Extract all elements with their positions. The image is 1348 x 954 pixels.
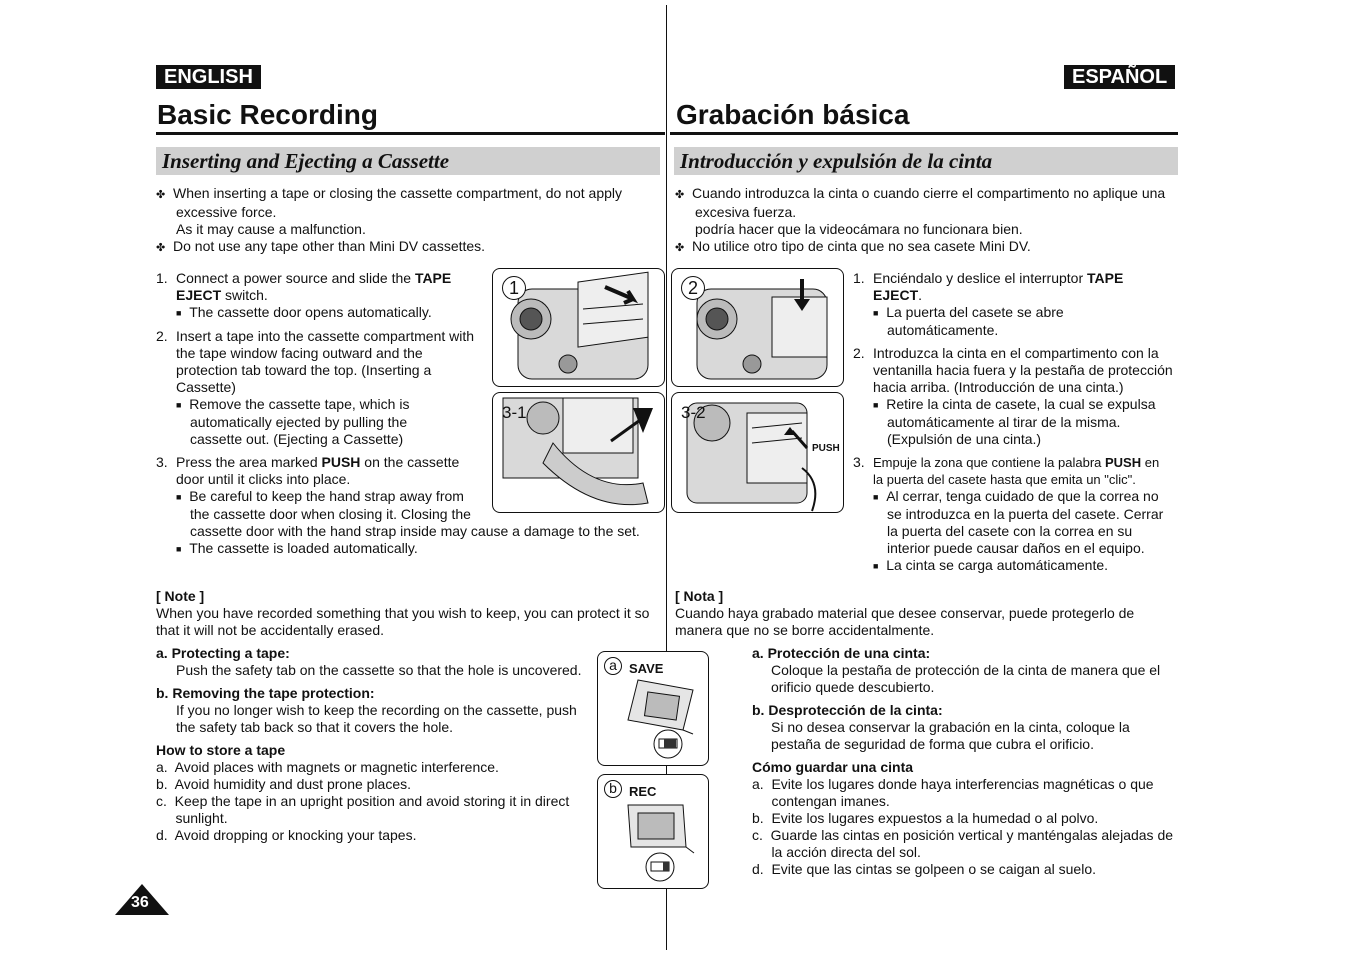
english-language-label: ENGLISH [156,65,261,89]
square-bullet-icon: ■ [873,308,879,318]
clover-bullet-icon: ✤ [675,242,685,254]
square-bullet-icon: ■ [176,308,182,318]
english-bullet-1: ✤ When inserting a tape or closing the cassette compartment, do not apply [156,185,623,201]
square-bullet-icon: ■ [873,492,879,502]
english-section-title: Inserting and Ejecting a Cassette [162,149,450,173]
english-step-3: 3. Press the area marked PUSH on the cassette door until it clicks into place. ■ Be careful to keep the hand strap away from the cassette door when closing it. Closing the cassette door with the hand strap inside may cause a damage to the set. ■ The cassette is loaded automatically. [156,454,640,556]
cassette-rec-illustration [598,775,708,888]
spanish-protect-a-title: a. Protección de una cinta: [752,645,931,661]
save-label: SAVE [629,661,664,676]
cassette-save-illustration [598,652,708,765]
figure-2-close-door [671,268,844,387]
spanish-protect-b-title: b. Desprotección de la cinta: [752,702,943,718]
square-bullet-icon: ■ [176,544,182,554]
english-section-bar [156,147,660,175]
page-number-badge [115,884,169,916]
english-bullet-2: ✤ Do not use any tape other than Mini DV cassettes. [156,238,486,254]
figure-number-3-1: 3-1 [502,403,527,422]
clover-bullet-icon: ✤ [156,189,166,201]
figure-1-open-door [492,268,665,387]
figure-3-1-push-door [492,392,665,513]
figure-3-2-push-area [671,392,844,513]
figure-number-3-2: 3-2 [681,403,706,422]
english-bullet-1-cont2: As it may cause a malfunction. [176,221,366,237]
figure-letter-b: b [604,780,622,798]
spanish-note-heading: [ Nota ] [675,588,724,604]
english-protection: a. Protecting a tape: Push the safety tab on the cassette so that the hole is uncovered. b. Removing the tape protection: If you no longer wish to keep the recording on the cassette, push the safety tab back so that it covers the hole. How to store a tape a. Avoid places with magnets or magnetic interference. b. Avoid humidity and dust prone places. c. Keep the tape in an upright position and avoid storing it in direct sunlight. d. Avoid dropping or knocking your tapes. [156,645,596,844]
figure-number-2: 2 [681,276,705,300]
spanish-bullet-1-cont: excesiva fuerza. [695,204,797,220]
spanish-section-bar [674,147,1178,175]
english-protect-a-title: a. Protecting a tape: [156,645,290,661]
spanish-title-rule [670,132,1178,135]
clover-bullet-icon: ✤ [156,242,166,254]
spanish-intro-bullets [675,185,1180,257]
spanish-step-3: 3. Empuje la zona que contiene la palabra PUSH en la puerta del casete hasta que emita un "clic". ■ Al cerrar, tenga cuidado de que la correa no se introduzca en la puerta del casete. Cerrar la puerta del casete con la correa en su interior puede causar daños en el equipo. ■ La cinta se carga automáticamente. [853,454,1164,573]
english-intro-bullets [156,185,656,257]
spanish-page-title: Grabación básica [676,99,910,130]
square-bullet-icon: ■ [176,400,182,410]
english-note-heading: [ Note ] [156,588,205,604]
english-protect-b-title: b. Removing the tape protection: [156,685,375,701]
figure-b-rec [597,774,709,889]
spanish-steps [853,270,1183,575]
english-title-rule [156,132,665,135]
english-note: [ Note ] When you have recorded something that you wish to keep, you can protect it so that it will not be accidentally erased. [156,588,661,639]
square-bullet-icon: ■ [873,561,879,571]
spanish-store-heading: Cómo guardar una cinta [752,759,914,775]
english-step-1: 1. Connect a power source and slide the TAPE EJECT switch. ■ The cassette door opens automatically. [156,270,452,320]
square-bullet-icon: ■ [176,492,182,502]
figure-a-save [597,651,709,766]
spanish-protection: a. Protección de una cinta: Coloque la pestaña de protección de la cinta de manera que el orificio quede descubierto. b. Desprotección de la cinta: Si no desea conservar la grabación en la cinta, coloque la pestaña de seguridad de forma que cubra el orificio. Cómo guardar una cinta a. Evite los lugares donde haya interferencias magnéticas o que contengan imanes. b. Evite los lugares expuestos a la humedad o al polvo. c. Guarde las cintas en posición vertical y manténgalas alejadas de la acción directa del sol. d. Evite que las cintas se golpeen o se caigan al suelo. [752,645,1182,878]
spanish-step-1: 1. Enciéndalo y deslice el interruptor TAPE EJECT. ■ La puerta del casete se abre automáticamente. [853,270,1124,338]
english-page-title: Basic Recording [157,99,378,130]
rec-label: REC [629,784,657,799]
spanish-step-2: 2. Introduzca la cinta en el compartimento con la ventanilla hacia fuera y la pestaña de protección hacia arriba. (Introducción de una cinta.) ■ Retire la cinta de casete, la cual se expulsa automáticamente al tirar de la misma. (Expulsión de una cinta.) [853,345,1173,447]
push-label: PUSH [812,443,840,454]
square-bullet-icon: ■ [873,400,879,410]
page-number: 36 [131,894,149,911]
figure-letter-a: a [604,657,622,675]
english-store-heading: How to store a tape [156,742,286,758]
spanish-language-label: ESPAÑOL [1064,65,1175,89]
english-bullet-1-cont: excessive force. [176,204,277,220]
english-step-2: 2. Insert a tape into the cassette compartment with the tape window facing outward and the protection tab toward the top. (Inserting a Cassette) ■ Remove the cassette tape, which is automatically ejected by pulling the cassette out. (Ejecting a Cassette) [156,328,475,447]
spanish-bullet-1: ✤ Cuando introduzca la cinta o cuando cierre el compartimento no aplique una [675,185,1166,201]
spanish-bullet-1-cont2: podría hacer que la videocámara no funcionara bien. [695,221,1023,237]
spanish-section-title: Introducción y expulsión de la cinta [680,149,993,173]
clover-bullet-icon: ✤ [675,189,685,201]
spanish-note: [ Nota ] Cuando haya grabado material que desee conservar, puede protegerlo de manera que no se borre accidentalmente. [675,588,1180,639]
figure-number-1: 1 [502,276,526,300]
spanish-bullet-2: ✤ No utilice otro tipo de cinta que no sea casete Mini DV. [675,238,1031,254]
